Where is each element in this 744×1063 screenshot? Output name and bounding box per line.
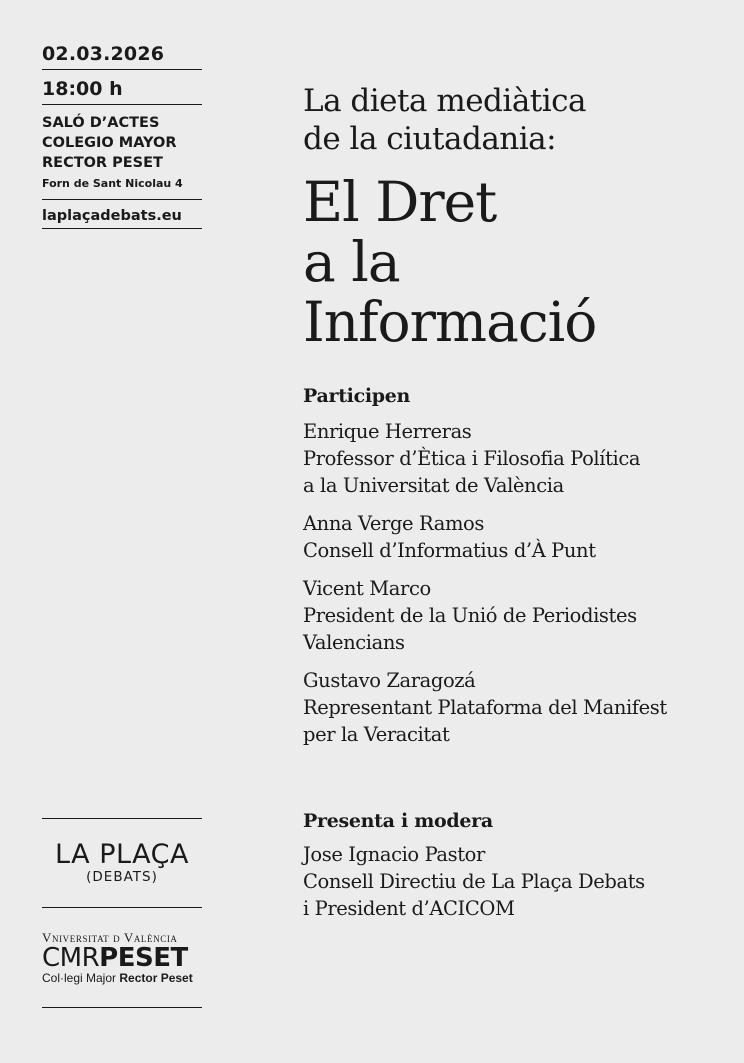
participant-name: Vicent Marco [303, 577, 431, 600]
page-title [303, 172, 723, 352]
participant-3 [303, 575, 723, 656]
la-placa-logo [42, 819, 202, 907]
venue-line-1: SALÓ D’ACTES [42, 115, 160, 131]
participant-name: Anna Verge Ramos [303, 512, 484, 535]
venue-line-3: RECTOR PESET [42, 155, 163, 171]
title-line-3: Informació [303, 290, 597, 354]
la-placa-logo-sub: (DEBATS) [86, 869, 158, 885]
participants-section [303, 385, 723, 759]
participant-role: per la Veracitat [303, 723, 450, 746]
la-placa-logo-main: LA PLAÇA [55, 839, 189, 870]
subtitle-line-1: La dieta mediàtica [303, 83, 587, 119]
title-line-1: El Dret [303, 170, 497, 234]
venue-address: Forn de Sant Nicolau 4 [42, 177, 183, 190]
participant-role: Professor d’Ètica i Filosofia Política [303, 447, 641, 470]
participant-role: President de la Unió de Periodistes [303, 604, 637, 627]
participant-1 [303, 418, 723, 499]
moderator-name: Jose Ignacio Pastor [303, 843, 485, 866]
participant-role: Consell d’Informatius d’À Punt [303, 539, 596, 562]
title-line-2: a la [303, 230, 400, 294]
venue-line-2: COLEGIO MAYOR [42, 135, 177, 151]
participant-role: Valencians [303, 631, 405, 654]
event-website[interactable]: laplaçadebats.eu [42, 205, 202, 229]
cmr-peset-wordmark: CMRPESET [42, 943, 188, 973]
cmr-peset-logo [42, 908, 202, 1007]
participants-heading: Participen [303, 385, 411, 407]
university-name: Vniversitat d València [42, 930, 178, 945]
participant-role: a la Universitat de València [303, 474, 564, 497]
participant-4 [303, 667, 723, 748]
subtitle [303, 82, 723, 158]
event-venue [42, 110, 202, 200]
moderator-person [303, 841, 723, 922]
event-date: 02.03.2026 [42, 40, 202, 70]
moderator-role: i President d’ACICOM [303, 897, 515, 920]
participant-2 [303, 510, 723, 564]
event-heading [303, 82, 723, 352]
colegi-major-name: Col·legi Major Rector Peset [42, 971, 193, 985]
moderator-section [303, 810, 723, 922]
moderator-heading: Presenta i modera [303, 810, 493, 832]
logo-block [42, 818, 202, 1008]
moderator-role: Consell Directiu de La Plaça Debats [303, 870, 645, 893]
participant-role: Representant Plataforma del Manifest [303, 696, 667, 719]
participant-name: Enrique Herreras [303, 420, 472, 443]
subtitle-line-2: de la ciutadania: [303, 121, 557, 157]
event-info [42, 40, 202, 234]
event-time: 18:00 h [42, 75, 202, 105]
participant-name: Gustavo Zaragozá [303, 669, 476, 692]
divider [42, 1007, 202, 1008]
